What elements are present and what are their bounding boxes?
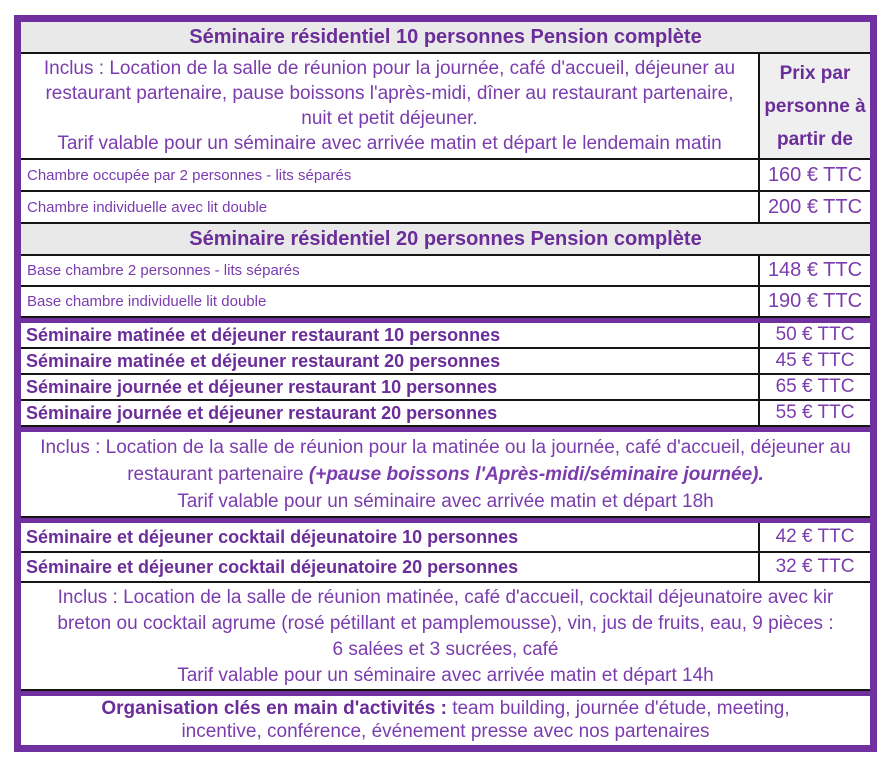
row-price: 32 € TTC (758, 553, 870, 581)
table-row (21, 287, 870, 318)
inclus-residentiel-line-4: Tarif valable pour un séminaire avec arrivée matin et départ le lendemain matin (57, 133, 722, 154)
table-row (21, 553, 870, 583)
row-label: Base chambre individuelle lit double (27, 293, 267, 310)
row-price: 160 € TTC (758, 160, 870, 190)
row-price: 200 € TTC (758, 192, 870, 222)
inclus-block-residentiel (21, 54, 870, 160)
row-price: 45 € TTC (758, 349, 870, 373)
row-price: 190 € TTC (758, 287, 870, 316)
row-label: Séminaire et déjeuner cocktail déjeunatoire 20 personnes (26, 556, 519, 577)
price-header-line-1: Prix par (779, 62, 851, 84)
inclus-cocktail-line-2: breton ou cocktail agrume (rosé pétillant et pamplemousse), vin, jus de fruits, eau, 9 pièces : (57, 613, 834, 634)
inclus-residentiel-line-3: nuit et petit déjeuner. (301, 108, 478, 129)
inclus-block-cocktail (21, 583, 870, 691)
organisation-line-1 (21, 698, 870, 720)
row-price: 55 € TTC (758, 401, 870, 425)
row-price: 50 € TTC (758, 323, 870, 347)
table-row (21, 523, 870, 553)
table-row (21, 160, 870, 192)
table-row (21, 192, 870, 224)
section-header-residentiel-20-title: Séminaire résidentiel 20 personnes Pension complète (189, 227, 702, 250)
inclus-cocktail-line-3: 6 salées et 3 sucrées, café (332, 639, 559, 660)
organisation-block (21, 696, 870, 745)
table-row (21, 256, 870, 287)
row-label: Séminaire journée et déjeuner restaurant 10 personnes (26, 376, 498, 397)
organisation-line-2: incentive, conférence, événement presse avec nos partenaires (181, 721, 710, 743)
organisation-line-1-bold: Organisation clés en main d'activités : (101, 697, 447, 719)
inclus-matinee-line-2 (21, 461, 870, 488)
table-row (21, 349, 870, 375)
row-label: Séminaire matinée et déjeuner restaurant 20 personnes (26, 350, 501, 371)
inclus-matinee-line-1: Inclus : Location de la salle de réunion pour la matinée ou la journée, café d'accueil, déjeuner au (40, 437, 851, 458)
pricing-table (14, 15, 877, 752)
row-price: 148 € TTC (758, 256, 870, 285)
row-label: Séminaire matinée et déjeuner restaurant 10 personnes (26, 324, 501, 345)
inclus-block-matinee-journee (21, 432, 870, 518)
row-label: Chambre occupée par 2 personnes - lits séparés (27, 166, 352, 184)
row-label: Chambre individuelle avec lit double (27, 198, 268, 216)
inclus-cocktail-line-4: Tarif valable pour un séminaire avec arrivée matin et départ 14h (177, 665, 714, 686)
row-label: Séminaire journée et déjeuner restaurant 20 personnes (26, 402, 498, 423)
price-column-header (758, 54, 870, 158)
table-row (21, 401, 870, 427)
inclus-matinee-line-2-regular: restaurant partenaire (127, 464, 309, 485)
section-header-residentiel-10-title: Séminaire résidentiel 10 personnes Pension complète (189, 25, 702, 48)
inclus-residentiel-text (21, 54, 758, 158)
price-header-line-3: partir de (776, 128, 854, 150)
inclus-residentiel-line-1: Inclus : Location de la salle de réunion pour la journée, café d'accueil, déjeuner au (43, 58, 736, 79)
table-row (21, 375, 870, 401)
inclus-matinee-line-3: Tarif valable pour un séminaire avec arrivée matin et départ 18h (177, 491, 714, 512)
section-header-residentiel-10 (21, 22, 870, 54)
inclus-cocktail-line-1: Inclus : Location de la salle de réunion matinée, café d'accueil, cocktail déjeunatoire avec kir (57, 587, 834, 608)
section-header-residentiel-20 (21, 224, 870, 256)
row-price: 42 € TTC (758, 523, 870, 551)
organisation-line-1-regular: team building, journée d'étude, meeting, (446, 697, 790, 719)
price-header-line-2: personne à (764, 95, 866, 117)
inclus-matinee-line-2-bold: (+pause boissons l'Après-midi/séminaire journée). (308, 464, 764, 485)
row-label: Séminaire et déjeuner cocktail déjeunatoire 10 personnes (26, 526, 519, 547)
row-label: Base chambre 2 personnes - lits séparés (27, 262, 300, 279)
table-row (21, 323, 870, 349)
inclus-residentiel-line-2: restaurant partenaire, pause boissons l'après-midi, dîner au restaurant partenaire, (45, 83, 734, 104)
row-price: 65 € TTC (758, 375, 870, 399)
